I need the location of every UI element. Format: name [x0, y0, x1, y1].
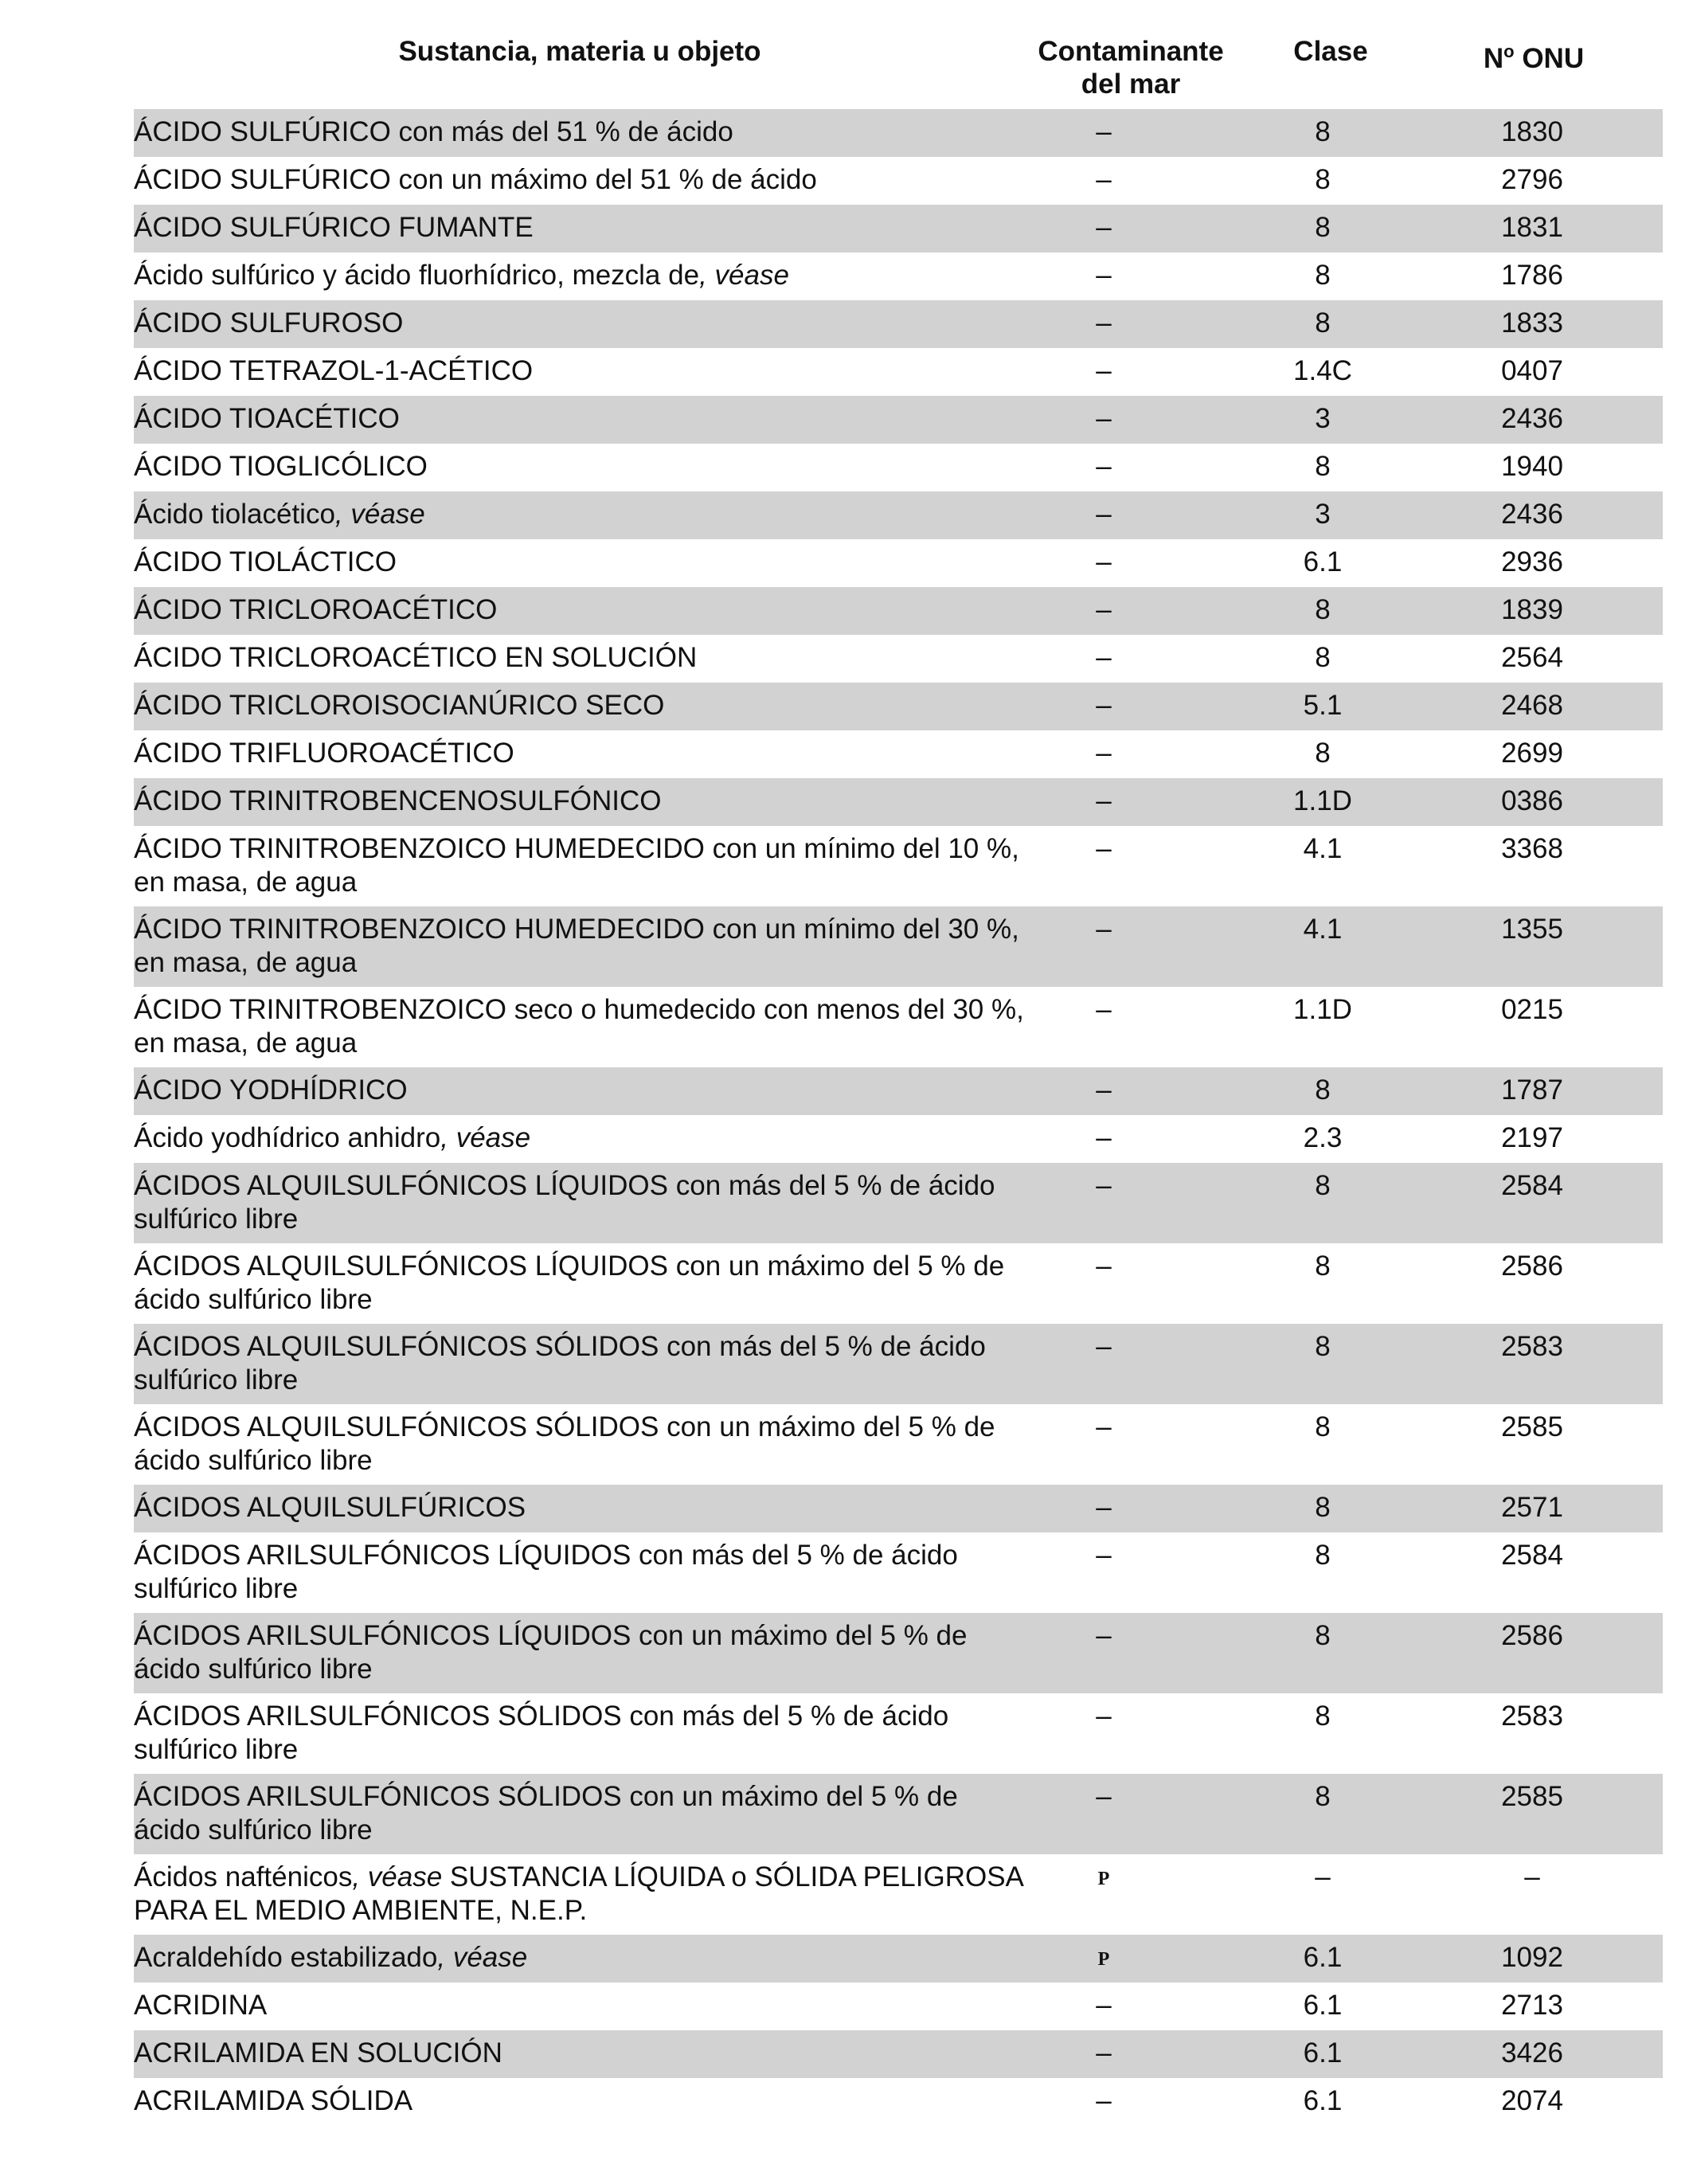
marine-pollutant: – — [1096, 546, 1112, 577]
marine-pollutant: – — [1096, 914, 1112, 945]
table-row — [134, 2078, 1663, 2126]
marine-pollutant: – — [1096, 260, 1112, 291]
header-un-number — [1454, 35, 1613, 75]
table-row — [134, 539, 1663, 587]
substance-name — [134, 1074, 1042, 1107]
marine-pollutant: – — [1096, 1411, 1112, 1442]
marine-pollutant: – — [1096, 1540, 1112, 1571]
substance-name-text: ÁCIDO TRICLOROISOCIANÚRICO SECO — [134, 690, 665, 721]
un-number: 2564 — [1501, 642, 1563, 673]
substance-name-text: ACRILAMIDA SÓLIDA — [134, 2085, 413, 2116]
marine-pollutant: – — [1096, 1990, 1112, 2021]
table-row — [134, 1774, 1663, 1854]
table-row — [134, 1115, 1663, 1163]
table-row — [134, 1613, 1663, 1693]
marine-pollutant: – — [1096, 1492, 1112, 1523]
substance-table — [134, 109, 1663, 2126]
header-marine-pollutant — [1011, 35, 1250, 100]
see-reference: , véase — [352, 1861, 443, 1892]
substance-name-text: ÁCIDO TRICLOROACÉTICO EN SOLUCIÓN — [134, 642, 698, 673]
un-number: 2699 — [1501, 738, 1563, 769]
substance-name-text: ÁCIDO TRICLOROACÉTICO — [134, 594, 498, 625]
un-number: 1839 — [1501, 594, 1563, 625]
substance-name-text: ÁCIDO SULFÚRICO con más del 51 % de ácido — [134, 116, 733, 147]
substance-name — [134, 832, 1042, 899]
table-row — [134, 1067, 1663, 1115]
table-row — [134, 205, 1663, 252]
substance-name — [134, 1861, 1042, 1928]
marine-pollutant: – — [1096, 499, 1112, 530]
substance-name — [134, 1619, 1042, 1686]
substance-name — [134, 259, 1042, 292]
table-row — [134, 348, 1663, 396]
header-class: Clase — [1293, 36, 1368, 67]
substance-name-text: ÁCIDO TETRAZOL-1-ACÉTICO — [134, 355, 534, 386]
substance-name — [134, 1539, 1042, 1606]
un-number: 2468 — [1501, 690, 1563, 721]
substance-name-text: ÁCIDO TRINITROBENZOICO HUMEDECIDO con un mínimo del 10 %, en masa, de agua — [134, 833, 1019, 898]
substance-name — [134, 115, 1042, 149]
hazard-class: 6.1 — [1303, 1942, 1343, 1973]
hazard-class: 8 — [1315, 1074, 1331, 1106]
un-number: 2713 — [1501, 1990, 1563, 2021]
hazard-class: 8 — [1315, 738, 1331, 769]
un-number: 2584 — [1501, 1540, 1563, 1571]
substance-name — [134, 354, 1042, 388]
substance-name — [134, 2084, 1042, 2118]
substance-name-text: Ácido sulfúrico y ácido fluorhídrico, mezcla de — [134, 260, 700, 291]
marine-pollutant: P — [1097, 1869, 1110, 1889]
header-substance: Sustancia, materia u objeto — [398, 36, 761, 67]
marine-pollutant: – — [1096, 594, 1112, 625]
substance-name — [134, 1491, 1042, 1524]
substance-name — [134, 498, 1042, 531]
substance-name-text: ÁCIDO TIOGLICÓLICO — [134, 451, 428, 482]
hazard-class: 8 — [1315, 1331, 1331, 1362]
substance-name — [134, 1330, 1042, 1397]
table-row — [134, 587, 1663, 635]
un-number: 1787 — [1501, 1074, 1563, 1106]
hazard-class: 6.1 — [1303, 1990, 1343, 2021]
table-row — [134, 109, 1663, 157]
substance-name-text: ÁCIDOS ARILSULFÓNICOS LÍQUIDOS con un máximo del 5 % de ácido sulfúrico libre — [134, 1620, 968, 1685]
substance-name-text: ÁCIDO SULFÚRICO con un máximo del 51 % de ácido — [134, 164, 817, 195]
table-row — [134, 1404, 1663, 1485]
hazard-class: 2.3 — [1303, 1122, 1343, 1153]
hazard-class: 8 — [1315, 1251, 1331, 1282]
hazard-class: 8 — [1315, 164, 1331, 195]
substance-name — [134, 2037, 1042, 2070]
hazard-class: 1.4C — [1293, 355, 1352, 386]
un-number: 2586 — [1501, 1620, 1563, 1651]
table-row — [134, 635, 1663, 683]
hazard-class: 8 — [1315, 260, 1331, 291]
substance-name-text: ÁCIDO YODHÍDRICO — [134, 1074, 408, 1106]
table-row — [134, 1854, 1663, 1935]
hazard-class: 8 — [1315, 451, 1331, 482]
table-row — [134, 730, 1663, 778]
see-target: SUSTANCIA LÍQUIDA o SÓLIDA PELIGROSA PARA EL MEDIO AMBIENTE, N.E.P. — [134, 1861, 1024, 1926]
hazard-class: 6.1 — [1303, 2037, 1343, 2069]
hazard-class: 8 — [1315, 1620, 1331, 1651]
see-reference: , véase — [334, 499, 425, 530]
marine-pollutant: – — [1096, 1122, 1112, 1153]
table-row — [134, 1693, 1663, 1774]
substance-name — [134, 1780, 1042, 1847]
hazard-class: 1.1D — [1293, 994, 1352, 1025]
substance-name-text: ÁCIDO TRINITROBENCENOSULFÓNICO — [134, 785, 662, 816]
marine-pollutant: – — [1096, 307, 1112, 339]
substance-name-text: ACRIDINA — [134, 1990, 268, 2021]
substance-name-text: ÁCIDOS ALQUILSULFÚRICOS — [134, 1492, 526, 1523]
table-row — [134, 1485, 1663, 1532]
un-number: 0215 — [1501, 994, 1563, 1025]
marine-pollutant: – — [1096, 164, 1112, 195]
table-row — [134, 778, 1663, 826]
header-marine-line2: del mar — [1081, 68, 1181, 100]
substance-name — [134, 402, 1042, 436]
substance-name — [134, 1250, 1042, 1317]
hazard-class: 4.1 — [1303, 914, 1343, 945]
marine-pollutant: – — [1096, 642, 1112, 673]
see-reference: , véase — [440, 1122, 531, 1153]
substance-name-text: ÁCIDOS ALQUILSULFÓNICOS LÍQUIDOS con un máximo del 5 % de ácido sulfúrico libre — [134, 1251, 1005, 1315]
table-row — [134, 987, 1663, 1067]
un-number: 0407 — [1501, 355, 1563, 386]
substance-name-text: ÁCIDO TRINITROBENZOICO seco o humedecido con menos del 30 %, en masa, de agua — [134, 994, 1024, 1059]
header-un-sup: o — [1503, 41, 1515, 61]
substance-name-text: Ácido tiolacético — [134, 499, 335, 530]
marine-pollutant: – — [1096, 785, 1112, 816]
marine-pollutant: – — [1096, 2037, 1112, 2069]
header-un-suffix: ONU — [1514, 43, 1585, 74]
substance-name — [134, 785, 1042, 818]
marine-pollutant: – — [1096, 1331, 1112, 1362]
substance-name-text: ÁCIDO TRINITROBENZOICO HUMEDECIDO con un mínimo del 30 %, en masa, de agua — [134, 914, 1019, 978]
hazard-class: 8 — [1315, 212, 1331, 243]
un-number: 2584 — [1501, 1170, 1563, 1201]
substance-name — [134, 307, 1042, 340]
substance-name-text: ÁCIDOS ALQUILSULFÓNICOS LÍQUIDOS con más del 5 % de ácido sulfúrico libre — [134, 1170, 995, 1235]
un-number: 2571 — [1501, 1492, 1563, 1523]
see-reference: , véase — [437, 1942, 528, 1973]
marine-pollutant: – — [1096, 1170, 1112, 1201]
see-reference: , véase — [699, 260, 789, 291]
hazard-class: 5.1 — [1303, 690, 1343, 721]
hazard-class: 8 — [1315, 1540, 1331, 1571]
un-number: 2585 — [1501, 1411, 1563, 1442]
substance-name-text: ÁCIDO SULFUROSO — [134, 307, 404, 339]
hazard-class: 8 — [1315, 1170, 1331, 1201]
header-un-prefix: N — [1483, 43, 1504, 74]
hazard-class: 6.1 — [1303, 546, 1343, 577]
substance-name — [134, 1121, 1042, 1155]
substance-name — [134, 1989, 1042, 2022]
un-number: 2936 — [1501, 546, 1563, 577]
un-number: 1833 — [1501, 307, 1563, 339]
hazard-class: – — [1315, 1861, 1331, 1892]
table-row — [134, 444, 1663, 491]
un-number: – — [1524, 1861, 1540, 1892]
marine-pollutant: – — [1096, 690, 1112, 721]
substance-name — [134, 593, 1042, 627]
substance-name — [134, 737, 1042, 770]
substance-name-text: Ácidos nafténicos — [134, 1861, 353, 1892]
un-number: 2585 — [1501, 1781, 1563, 1812]
marine-pollutant: – — [1096, 212, 1112, 243]
un-number: 1355 — [1501, 914, 1563, 945]
marine-pollutant: – — [1096, 403, 1112, 434]
un-number: 2796 — [1501, 164, 1563, 195]
table-row — [134, 1163, 1663, 1243]
substance-name-text: ÁCIDOS ARILSULFÓNICOS SÓLIDOS con un máximo del 5 % de ácido sulfúrico libre — [134, 1781, 958, 1845]
substance-name — [134, 546, 1042, 579]
substance-name-text: Acraldehído estabilizado — [134, 1942, 438, 1973]
un-number: 2197 — [1501, 1122, 1563, 1153]
table-row — [134, 396, 1663, 444]
un-number: 2583 — [1501, 1331, 1563, 1362]
substance-name-text: ÁCIDO TIOLÁCTICO — [134, 546, 397, 577]
marine-pollutant: – — [1096, 355, 1112, 386]
table-row — [134, 252, 1663, 300]
un-number: 2436 — [1501, 499, 1563, 530]
table-row — [134, 157, 1663, 205]
un-number: 1940 — [1501, 451, 1563, 482]
marine-pollutant: – — [1096, 116, 1112, 147]
substance-name — [134, 641, 1042, 675]
substance-name — [134, 211, 1042, 245]
hazard-class: 6.1 — [1303, 2085, 1343, 2116]
hazard-class: 3 — [1315, 499, 1331, 530]
marine-pollutant: – — [1096, 1251, 1112, 1282]
marine-pollutant: – — [1096, 1781, 1112, 1812]
table-row — [134, 1324, 1663, 1404]
hazard-class: 8 — [1315, 1781, 1331, 1812]
hazard-class: 8 — [1315, 116, 1331, 147]
marine-pollutant: – — [1096, 1074, 1112, 1106]
table-row — [134, 300, 1663, 348]
substance-name-text: ACRILAMIDA EN SOLUCIÓN — [134, 2037, 502, 2069]
substance-name-text: ÁCIDOS ALQUILSULFÓNICOS SÓLIDOS con un máximo del 5 % de ácido sulfúrico libre — [134, 1411, 995, 1476]
hazard-class: 3 — [1315, 403, 1331, 434]
substance-name-text: ÁCIDO TRIFLUOROACÉTICO — [134, 738, 514, 769]
header-marine-line1: Contaminante — [1038, 36, 1224, 67]
un-number: 1786 — [1501, 260, 1563, 291]
substance-name-text: Ácido yodhídrico anhidro — [134, 1122, 441, 1153]
substance-name-text: ÁCIDO SULFÚRICO FUMANTE — [134, 212, 534, 243]
un-number: 3426 — [1501, 2037, 1563, 2069]
table-row — [134, 683, 1663, 730]
marine-pollutant: P — [1097, 1949, 1110, 1970]
table-row — [134, 906, 1663, 987]
un-number: 2074 — [1501, 2085, 1563, 2116]
un-number: 2436 — [1501, 403, 1563, 434]
un-number: 2586 — [1501, 1251, 1563, 1282]
marine-pollutant: – — [1096, 2085, 1112, 2116]
substance-name — [134, 1169, 1042, 1236]
substance-name — [134, 450, 1042, 483]
table-row — [134, 2030, 1663, 2078]
hazard-class: 8 — [1315, 1411, 1331, 1442]
substance-name — [134, 163, 1042, 197]
substance-name — [134, 1411, 1042, 1478]
table-row — [134, 826, 1663, 906]
substance-name — [134, 689, 1042, 722]
marine-pollutant: – — [1096, 1701, 1112, 1732]
un-number: 3368 — [1501, 833, 1563, 864]
un-number: 0386 — [1501, 785, 1563, 816]
table-row — [134, 1243, 1663, 1324]
substance-name-text: ÁCIDOS ARILSULFÓNICOS SÓLIDOS con más del 5 % de ácido sulfúrico libre — [134, 1701, 949, 1765]
table-row — [134, 1982, 1663, 2030]
marine-pollutant: – — [1096, 738, 1112, 769]
substance-name — [134, 1941, 1042, 1975]
un-number: 2583 — [1501, 1701, 1563, 1732]
hazard-class: 4.1 — [1303, 833, 1343, 864]
hazard-class: 8 — [1315, 1492, 1331, 1523]
substance-name-text: ÁCIDOS ALQUILSULFÓNICOS SÓLIDOS con más del 5 % de ácido sulfúrico libre — [134, 1331, 986, 1395]
substance-name — [134, 993, 1042, 1060]
marine-pollutant: – — [1096, 994, 1112, 1025]
substance-name-text: ÁCIDO TIOACÉTICO — [134, 403, 400, 434]
substance-name — [134, 1700, 1042, 1767]
hazard-class: 8 — [1315, 1701, 1331, 1732]
hazard-class: 8 — [1315, 307, 1331, 339]
substance-name — [134, 913, 1042, 980]
hazard-class: 1.1D — [1293, 785, 1352, 816]
marine-pollutant: – — [1096, 833, 1112, 864]
hazard-class: 8 — [1315, 642, 1331, 673]
marine-pollutant: – — [1096, 1620, 1112, 1651]
hazard-class: 8 — [1315, 594, 1331, 625]
un-number: 1092 — [1501, 1942, 1563, 1973]
table-row — [134, 1532, 1663, 1613]
substance-name-text: ÁCIDOS ARILSULFÓNICOS LÍQUIDOS con más del 5 % de ácido sulfúrico libre — [134, 1540, 958, 1604]
marine-pollutant: – — [1096, 451, 1112, 482]
table-row — [134, 491, 1663, 539]
un-number: 1831 — [1501, 212, 1563, 243]
table-row — [134, 1935, 1663, 1982]
un-number: 1830 — [1501, 116, 1563, 147]
